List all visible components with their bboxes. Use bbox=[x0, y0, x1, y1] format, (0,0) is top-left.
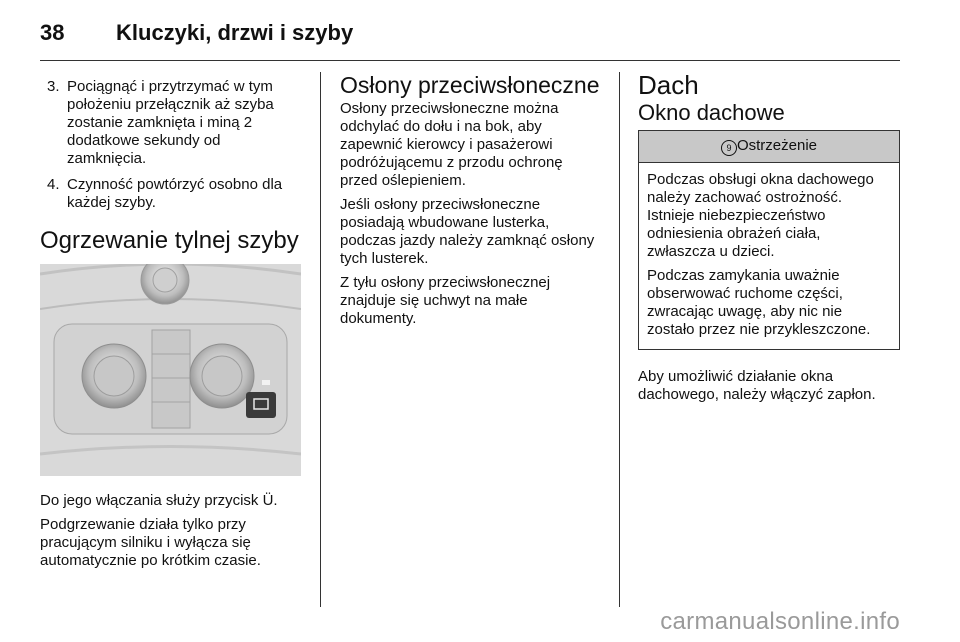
paragraph-visors-3: Z tyłu osłony przeciwsłonecznej znajduje się uchwyt na małe dokumenty. bbox=[340, 274, 551, 327]
paragraph-heating-button: Do jego włączania służy przycisk Ü. bbox=[40, 492, 278, 509]
list-item-number: 3. bbox=[47, 78, 60, 95]
section-heading-sun-visors: Osłony przeciwsłoneczne bbox=[340, 72, 600, 98]
warning-title: Ostrzeżenie bbox=[736, 137, 818, 154]
header-rule bbox=[40, 60, 900, 61]
paragraph-sunroof-ignition: Aby umożliwić działanie okna dachowego, należy włączyć zapłon. bbox=[638, 368, 876, 403]
warning-body bbox=[639, 163, 899, 349]
paragraph-heating-info: Podgrzewanie działa tylko przy pracującym silniku i wyłącza się automatycznie po krótkim czasie. bbox=[40, 516, 261, 569]
warning-header bbox=[639, 131, 899, 163]
page-number: 38 bbox=[40, 20, 65, 45]
column-3 bbox=[638, 70, 900, 410]
section-heading-rear-window-heating: Ogrzewanie tylnej szyby bbox=[40, 227, 299, 254]
column-divider-1 bbox=[320, 72, 321, 607]
warning-paragraph-2: Podczas zamykania uważnie obserwować ruchome części, zwracając uwagę, aby nic nie zostało przez nie przykleszczone. bbox=[647, 267, 871, 338]
list-item-number: 4. bbox=[47, 176, 60, 193]
column-divider-2 bbox=[619, 72, 620, 607]
list-item bbox=[40, 78, 302, 168]
list-item-text: Pociągnąć i przytrzymać w tym położeniu przełącznik aż szyba zostanie zamknięta i miną 2 dodatkowe sekundy od zamknięcia. bbox=[67, 78, 274, 167]
warning-box bbox=[638, 130, 900, 350]
column-2 bbox=[340, 72, 602, 334]
warning-icon: 9 bbox=[721, 140, 737, 156]
paragraph-visors-2: Jeśli osłony przeciwsłoneczne posiadają wbudowane lusterka, podczas jazdy należy zamknąć osłony tych lusterek. bbox=[340, 196, 595, 267]
climate-control-illustration bbox=[40, 264, 301, 476]
subsection-heading-sunroof: Okno dachowe bbox=[638, 100, 785, 125]
climate-control-photo bbox=[40, 264, 301, 476]
section-heading-roof: Dach bbox=[638, 70, 699, 100]
list-item-text: Czynność powtórzyć osobno dla każdej szyby. bbox=[67, 176, 283, 211]
page-title: Kluczyki, drzwi i szyby bbox=[116, 20, 354, 45]
step-list bbox=[40, 78, 302, 212]
paragraph-visors-1: Osłony przeciwsłoneczne można odchylać do dołu i na bok, aby zapewnić kierowcy i pasażerowi podróżującemu z przodu ochronę przed oślepieniem. bbox=[340, 100, 563, 189]
list-item bbox=[40, 176, 302, 212]
column-1 bbox=[40, 78, 302, 576]
warning-paragraph-1: Podczas obsługi okna dachowego należy zachować ostrożność. Istnieje niebezpieczeństwo odniesienia obrażeń ciała, zwłaszcza u dzieci. bbox=[647, 171, 874, 260]
watermark: carmanualsonline.info bbox=[660, 608, 900, 635]
